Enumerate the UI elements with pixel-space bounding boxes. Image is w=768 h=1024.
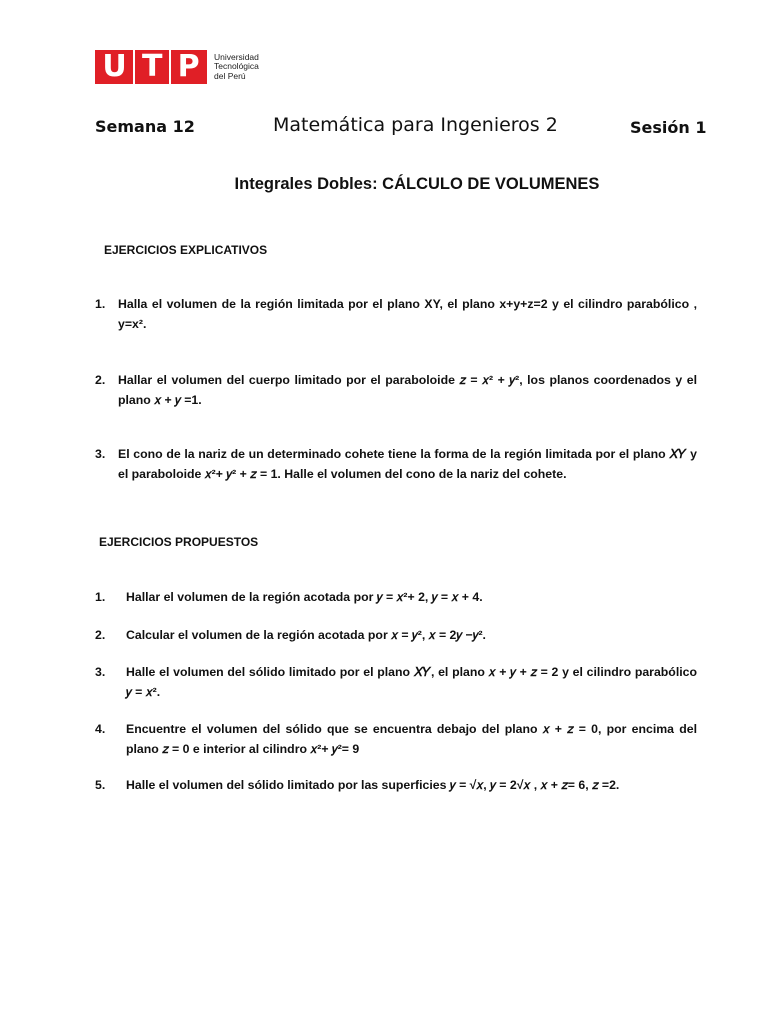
logo-line-3: del Perú [214,70,246,81]
section-heading-propuestos: EJERCICIOS PROPUESTOS [99,535,259,549]
logo-divider [169,50,171,84]
propuesto-item-4 [95,719,697,759]
week-label: Semana 12 [95,117,195,136]
explicativo-item-1 [95,294,697,334]
course-title: Matemática para Ingenieros 2 [273,114,558,136]
item-text: Hallar el volumen del cuerpo limitado por el paraboloide 𝑧 = 𝑥² + 𝑦², los planos coordenados y el plano 𝑥 + 𝑦 =1. [118,373,697,407]
utp-logo-mark [95,50,207,84]
logo-wordmark [214,53,259,82]
propuesto-item-5 [95,775,697,795]
item-number: 4. [95,722,106,736]
logo-letter-p: P [177,49,200,84]
item-text: Calcular el volumen de la región acotada por 𝑥 = 𝑦², 𝑥 = 2𝑦 −𝑦². [126,628,486,642]
item-number: 2. [95,373,106,387]
logo-line-2: Tecnológica [214,61,259,72]
item-number: 3. [95,447,106,461]
session-label: Sesión 1 [630,118,707,137]
item-text: Encuentre el volumen del sólido que se encuentra debajo del plano 𝑥 + 𝑧 = 0, por encima del plano 𝑧 = 0 e interior al cilindro 𝑥²+ 𝑦²= 9 [126,722,697,756]
logo-letter-u: U [102,49,127,84]
item-number: 3. [95,665,106,679]
logo-letter-t: T [141,49,163,84]
item-text: Halla el volumen de la región limitada por el plano XY, el plano x+y+z=2 y el cilindro parabólico , y=x². [118,297,697,331]
propuesto-item-1 [95,587,697,607]
propuesto-item-3 [95,662,697,702]
logo-line-1: Universidad [214,51,259,62]
item-number: 1. [95,590,106,604]
item-text: Halle el volumen del sólido limitado por el plano 𝑋𝑌, el plano 𝑥 + 𝑦 + 𝑧 = 2 y el cilindro parabólico 𝑦 = 𝑥². [126,665,697,699]
item-number: 5. [95,778,106,792]
document-title: Integrales Dobles: CÁLCULO DE VOLUMENES [234,175,600,193]
explicativo-item-2 [95,370,697,410]
utp-logo [95,50,259,84]
item-number: 2. [95,628,106,642]
item-number: 1. [95,297,106,311]
item-text: Hallar el volumen de la región acotada por 𝑦 = 𝑥²+ 2, 𝑦 = 𝑥 + 4. [126,590,483,604]
explicativo-item-3 [95,444,697,484]
item-text: Halle el volumen del sólido limitado por las superficies 𝑦 = √𝑥, 𝑦 = 2√𝑥 , 𝑥 + 𝑧= 6, 𝑧 =2. [126,778,620,792]
item-text: El cono de la nariz de un determinado cohete tiene la forma de la región limitada por el plano 𝑋𝑌 y el paraboloide 𝑥²+ 𝑦² + 𝑧 = 1. Halle el volumen del cono de la nariz del cohete. [118,447,697,481]
logo-divider [133,50,135,84]
section-heading-explicativos: EJERCICIOS EXPLICATIVOS [104,243,268,257]
propuesto-item-2 [95,625,697,645]
